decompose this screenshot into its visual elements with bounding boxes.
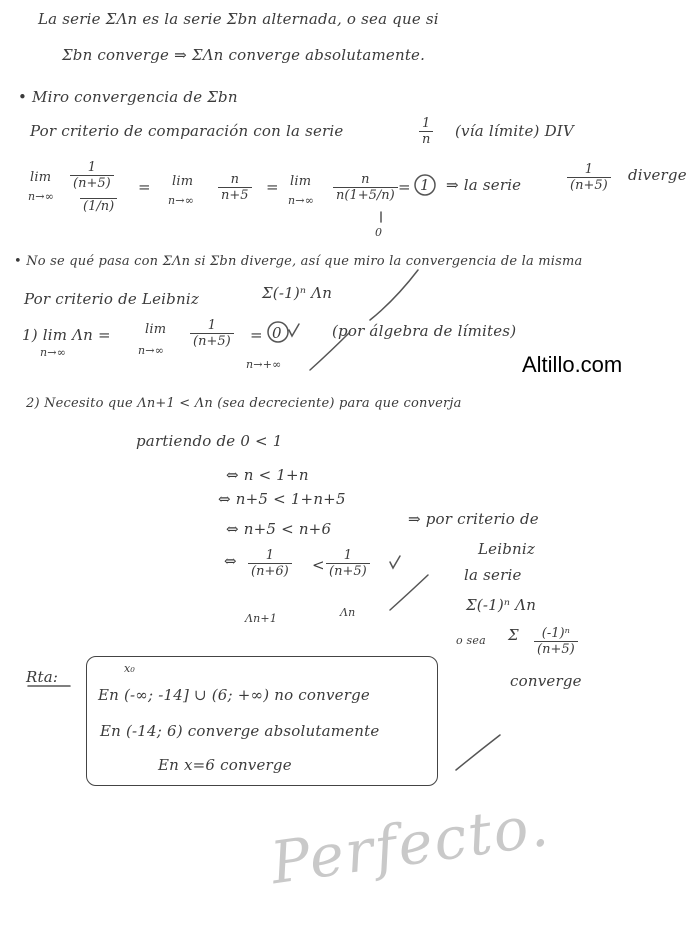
fraction-denominator: (n+5) <box>534 641 578 657</box>
check-mark-2 <box>390 556 400 568</box>
diverge-label: diverge <box>628 166 687 184</box>
check-tick-4 <box>456 735 500 770</box>
equals-1: = <box>138 178 151 196</box>
step-1-zero: 0 <box>272 324 282 342</box>
iff-step-3: ⇔ n+5 < n+6 <box>226 520 332 538</box>
check-tick-1 <box>370 270 418 320</box>
leibniz-word: Leibniz <box>478 540 535 558</box>
limit-label-3: lim <box>290 174 312 189</box>
o-sea: o sea <box>456 634 486 647</box>
equals-3: = <box>398 178 411 196</box>
fraction-numerator: 1 <box>87 160 96 175</box>
zero-limit-note: 0 <box>375 226 383 239</box>
fraction-numerator: 1 <box>207 318 216 333</box>
partiendo-de: partiendo de 0 < 1 <box>136 432 283 450</box>
iff-step-2: ⇔ n+5 < 1+n+5 <box>218 490 346 508</box>
fraction-denominator: (1/n) <box>80 198 117 214</box>
fraction-denominator: (n+5) <box>326 563 370 579</box>
por-criterio-de: ⇒ por criterio de <box>408 510 539 528</box>
line-no-se-que-pasa: • No se qué pasa con ΣΛn si Σbn diverge, así que miro la convergencia de la misma <box>14 254 583 269</box>
label-an-plus-1: Λn+1 <box>245 612 278 625</box>
watermark-text: Altillo.com <box>522 352 623 377</box>
step-1-algebra-note: (por álgebra de límites) <box>332 322 517 340</box>
fraction-denominator: (n+5) <box>190 333 234 349</box>
check-tick-2 <box>310 332 350 370</box>
line-criterio-leibniz: Por criterio de Leibniz <box>24 290 199 308</box>
fraction-numerator: 1 <box>343 548 352 563</box>
answer-line-1: En (-∞; -14] ∪ (6; +∞) no converge <box>98 686 370 704</box>
less-than: < <box>312 556 325 574</box>
circle-zero <box>268 322 288 342</box>
signature-perfecto: Perfecto. <box>266 790 554 898</box>
then-la-serie: ⇒ la serie <box>446 176 522 194</box>
label-an: Λn <box>340 606 356 619</box>
step-1-lim: lim <box>145 322 167 337</box>
fraction-numerator: n <box>361 172 370 187</box>
fraction-numerator: 1 <box>422 116 431 131</box>
respuesta-label: Rta: <box>26 668 59 686</box>
step-1-plus-infty: n→+∞ <box>246 358 282 371</box>
answer-line-2: En (-14; 6) converge absolutamente <box>100 722 380 740</box>
fraction-denominator: n+5 <box>218 187 252 203</box>
iff-step-1: ⇔ n < 1+n <box>226 466 309 484</box>
line-via-limite: (vía límite) DIV <box>455 122 574 140</box>
limit-subscript-3: n→∞ <box>288 194 315 207</box>
step-1-subscript: n→∞ <box>40 346 67 359</box>
fraction-denominator: (n+5) <box>567 177 611 193</box>
fraction-denominator: n <box>419 131 433 147</box>
fraction-denominator: (n+5) <box>70 175 114 191</box>
fraction-numerator: n <box>230 172 239 187</box>
limit-subscript-2: n→∞ <box>168 194 195 207</box>
fraction-numerator: 1 <box>265 548 274 563</box>
equals-2: = <box>266 178 279 196</box>
leibniz-series: Σ(-1)ⁿ Λn <box>262 284 333 302</box>
line-serie-alternada: La serie ΣΛn es la serie Σbn alternada, o sea que si <box>38 10 439 28</box>
converge-word: converge <box>510 672 582 690</box>
iff-step-4: ⇔ <box>224 552 237 570</box>
line-criterio-comparacion: Por criterio de comparación con la serie <box>30 122 344 140</box>
step-1-lim-subscript: n→∞ <box>138 344 165 357</box>
box-x0-label: x₀ <box>124 662 136 675</box>
la-serie: la serie <box>464 566 522 584</box>
circle-one <box>415 175 435 195</box>
fraction-denominator: n(1+5/n) <box>333 187 398 203</box>
step-2-decreciente: 2) Necesito que Λn+1 < Λn (sea decreciente) para que converja <box>26 396 462 411</box>
circled-one: 1 <box>420 176 430 194</box>
answer-line-3: En x=6 converge <box>158 756 292 774</box>
limit-label-1: lim <box>30 170 52 185</box>
line-miro-convergencia: • Miro convergencia de Σbn <box>18 88 238 106</box>
step-1-limit: 1) lim Λn = <box>22 326 111 344</box>
fraction-numerator: (-1)ⁿ <box>541 626 570 641</box>
fraction-denominator: (n+6) <box>248 563 292 579</box>
check-mark-1 <box>289 324 299 336</box>
limit-label-2: lim <box>172 174 194 189</box>
leibniz-series-2: Σ(-1)ⁿ Λn <box>466 596 537 614</box>
fraction-numerator: 1 <box>584 162 593 177</box>
step-1-equals: = <box>250 326 263 344</box>
check-tick-3 <box>390 575 428 610</box>
sigma-n1: Σ <box>508 626 519 644</box>
limit-subscript-1: n→∞ <box>28 190 55 203</box>
line-convergence-implication: Σbn converge ⇒ ΣΛn converge absolutamente. <box>62 46 426 64</box>
